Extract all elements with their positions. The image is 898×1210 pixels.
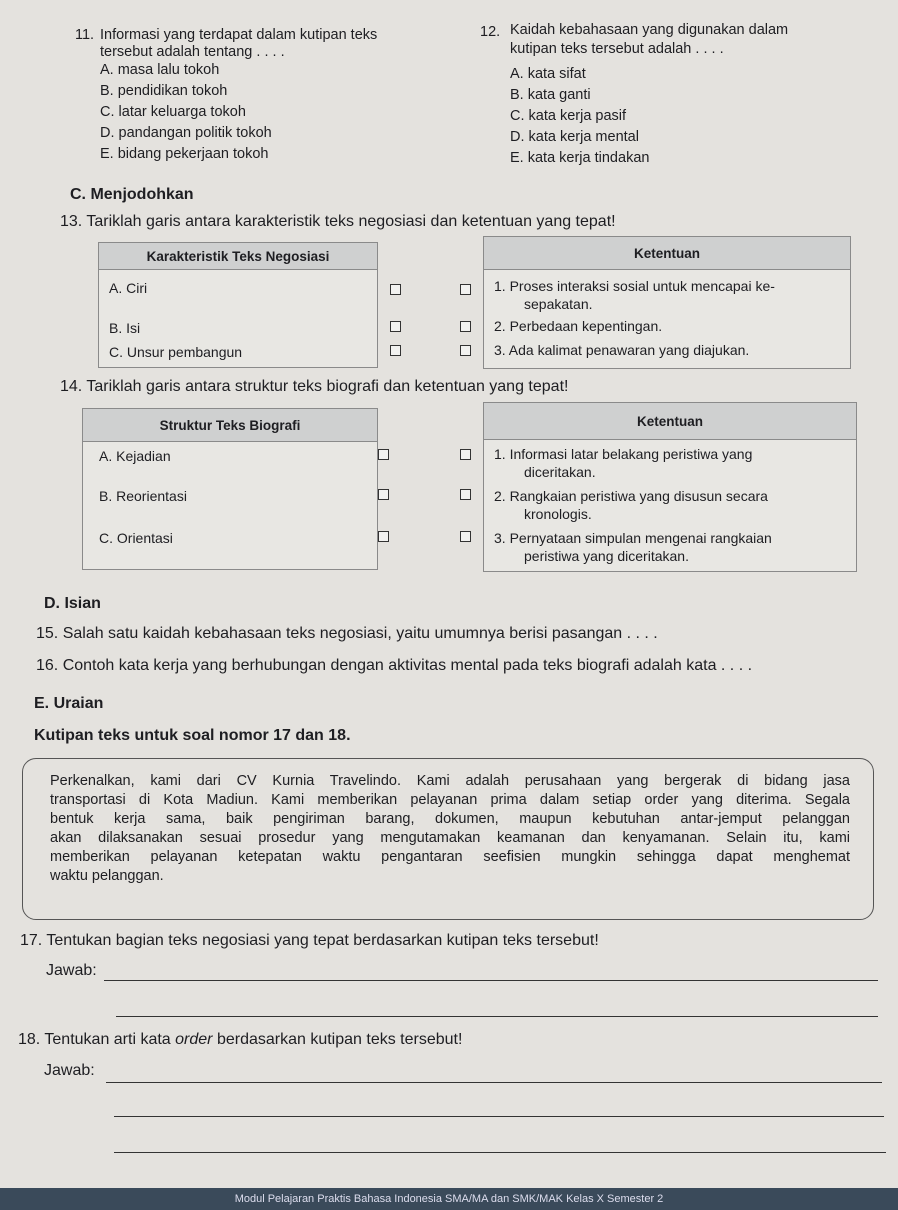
q18-answer-label: Jawab: xyxy=(44,1062,95,1079)
q13-right-item-2: 2. Perbedaan kepentingan. xyxy=(494,318,663,334)
q14-left-checkbox-a[interactable] xyxy=(378,449,389,460)
q13-left-checkbox-b[interactable] xyxy=(390,321,401,332)
q13-left-table xyxy=(98,242,378,368)
q14-right-checkbox-2[interactable] xyxy=(460,489,471,500)
q11-option-a: A. masa lalu tokoh xyxy=(100,62,220,78)
q12-option-a: A. kata sifat xyxy=(510,66,586,82)
q18-answer-line-3[interactable] xyxy=(114,1152,886,1153)
q13-right-header: Ketentuan xyxy=(484,237,850,270)
q14-right-table xyxy=(483,402,857,572)
q12-options xyxy=(510,64,649,169)
q12-option-d: D. kata kerja mental xyxy=(510,129,639,145)
q13-right-item-1: 1. Proses interaksi sosial untuk mencapai ke- sepakatan. xyxy=(494,278,775,312)
q14-text: 14. Tariklah garis antara struktur teks biografi dan ketentuan yang tepat! xyxy=(60,378,569,395)
q11-number: 11. xyxy=(75,27,95,43)
q14-right-checkbox-1[interactable] xyxy=(460,449,471,460)
q13-left-item-a: A. Ciri xyxy=(109,280,148,296)
q12-option-e: E. kata kerja tindakan xyxy=(510,150,650,166)
q13-right-table xyxy=(483,236,851,369)
q14-right-item-1: 1. Informasi latar belakang peristiwa yang diceritakan. xyxy=(494,446,753,480)
section-d-heading: D. Isian xyxy=(44,595,101,612)
q18-text: 18. Tentukan arti kata order berdasarkan kutipan teks tersebut! xyxy=(18,1031,463,1048)
q18-answer-line-1[interactable] xyxy=(106,1082,882,1083)
q13-right-checkbox-2[interactable] xyxy=(460,321,471,332)
q14-left-item-b: B. Reorientasi xyxy=(99,488,187,504)
q17-answer-label: Jawab: xyxy=(46,962,97,979)
q12-option-c: C. kata kerja pasif xyxy=(510,108,627,124)
q12-number: 12. xyxy=(480,24,501,40)
q17-answer-line-1[interactable] xyxy=(104,980,878,981)
page-footer: Modul Pelajaran Praktis Bahasa Indonesia SMA/MA dan SMK/MAK Kelas X Semester 2 xyxy=(0,1188,898,1210)
q13-left-checkbox-a[interactable] xyxy=(390,284,401,295)
q11-option-d: D. pandangan politik tokoh xyxy=(100,125,272,141)
q17-text: 17. Tentukan bagian teks negosiasi yang tepat berdasarkan kutipan teks tersebut! xyxy=(20,932,599,949)
q11-option-c: C. latar keluarga tokoh xyxy=(100,104,246,120)
q11-text: Informasi yang terdapat dalam kutipan teks tersebut adalah tentang . . . . xyxy=(100,27,378,60)
q13-left-checkbox-c[interactable] xyxy=(390,345,401,356)
q14-left-item-a: A. Kejadian xyxy=(99,448,171,464)
q14-right-item-2: 2. Rangkaian peristiwa yang disusun secara kronologis. xyxy=(494,488,768,522)
excerpt-title: Kutipan teks untuk soal nomor 17 dan 18. xyxy=(34,727,351,744)
section-e-heading: E. Uraian xyxy=(34,695,104,712)
q14-right-header: Ketentuan xyxy=(484,403,856,440)
q14-right-item-3: 3. Pernyataan simpulan mengenai rangkaian peristiwa yang diceritakan. xyxy=(494,530,772,564)
q16-text: 16. Contoh kata kerja yang berhubungan dengan aktivitas mental pada teks biografi adalah kata . . . . xyxy=(36,657,753,674)
q14-left-header: Struktur Teks Biografi xyxy=(83,409,377,442)
q14-right-checkbox-3[interactable] xyxy=(460,531,471,542)
q12-text: Kaidah kebahasaan yang digunakan dalam kutipan teks tersebut adalah . . . . xyxy=(510,22,789,57)
q12-option-b: B. kata ganti xyxy=(510,87,591,103)
q13-left-item-c: C. Unsur pembangun xyxy=(109,344,243,360)
excerpt-text: Perkenalkan, kami dari CV Kurnia Travelindo. Kami adalah perusahaan yang bergerak di bidang jasa transportasi di Kota Madiun. Kami memberikan pelayanan prima dalam setiap order yang diterima. Segala bentuk kerja sama, baik pengiriman barang, dokumen, maupun kebutuhan antar-jemput pelanggan akan dilaksanakan sesuai prosedur yang mengutamakan keamanan dan kenyamanan. Selain itu, kami memberikan pelayanan ketepatan waktu pengantaran seefisien mungkin sehingga dapat menghemat waktu pelanggan. xyxy=(50,773,850,884)
q13-right-checkbox-1[interactable] xyxy=(460,284,471,295)
q14-left-table xyxy=(82,408,378,570)
q14-left-item-c: C. Orientasi xyxy=(99,530,173,546)
q13-text: 13. Tariklah garis antara karakteristik teks negosiasi dan ketentuan yang tepat! xyxy=(60,213,616,230)
q11-option-e: E. bidang pekerjaan tokoh xyxy=(100,146,269,162)
q13-right-checkbox-3[interactable] xyxy=(460,345,471,356)
q17-answer-line-2[interactable] xyxy=(116,1016,878,1017)
q14-left-checkbox-b[interactable] xyxy=(378,489,389,500)
section-c-heading: C. Menjodohkan xyxy=(70,186,194,203)
q11-option-b: B. pendidikan tokoh xyxy=(100,83,228,99)
q13-left-header: Karakteristik Teks Negosiasi xyxy=(99,243,377,270)
q15-text: 15. Salah satu kaidah kebahasaan teks negosiasi, yaitu umumnya berisi pasangan . . . . xyxy=(36,625,658,642)
q18-answer-line-2[interactable] xyxy=(114,1116,884,1117)
q13-right-item-3: 3. Ada kalimat penawaran yang diajukan. xyxy=(494,342,750,358)
q14-left-checkbox-c[interactable] xyxy=(378,531,389,542)
q13-left-item-b: B. Isi xyxy=(109,320,141,336)
q11-options xyxy=(100,60,272,165)
